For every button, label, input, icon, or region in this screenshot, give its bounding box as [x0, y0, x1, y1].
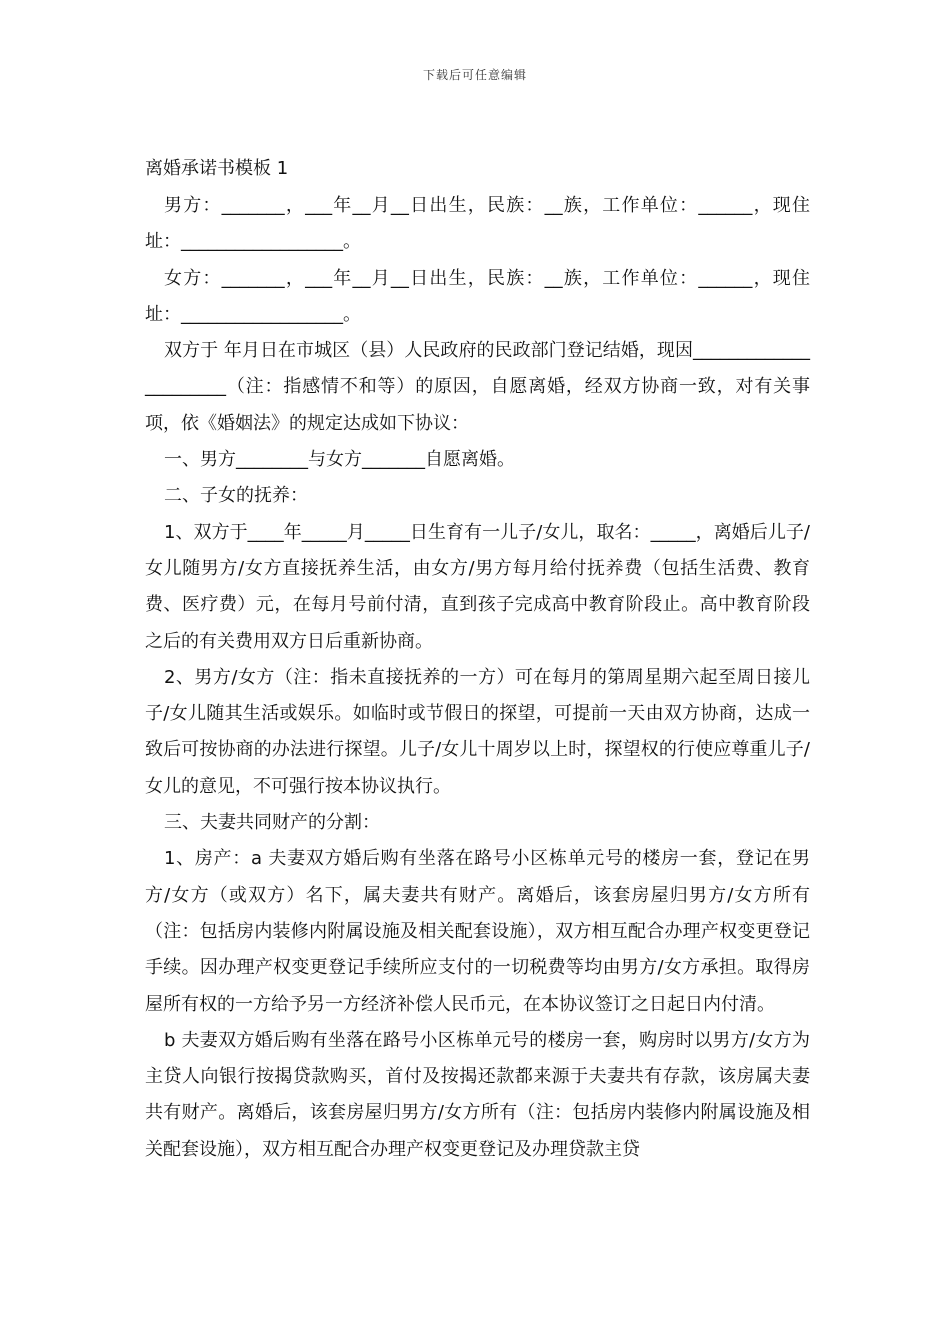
paragraph-clause-2-heading: 二、子女的抚养：	[164, 485, 308, 507]
paragraph-child-custody: 1、双方于____年_____月_____日生育有一儿子/女儿，取名：_____，离婚后儿子/女儿随男方/女方直接抚养生活，由女方/男方每月给付抚养费（包括生活费、教育费、医疗费）元，在每月号前付清，直到孩子完成高中教育阶段止。高中教育阶段之后的有关费用双方日后重新协商。	[145, 521, 810, 652]
paragraph-clause-3-heading: 三、夫妻共同财产的分割：	[164, 812, 380, 834]
page-header: 下载后可任意编辑	[422, 68, 527, 82]
document-body	[145, 154, 810, 1168]
paragraph-marriage-registration: 双方于 年月日在市城区（县）人民政府的民政部门登记结婚，现因______________________（注：指感情不和等）的原因，自愿离婚，经双方协商一致，对有关事项，依《婚姻法》的规定达成如下协议：	[145, 340, 810, 434]
paragraph-property-a: 1、房产：a 夫妻双方婚后购有坐落在路号小区栋单元号的楼房一套，登记在男方/女方（或双方）名下，属夫妻共有财产。离婚后，该套房屋归男方/女方所有（注：包括房内装修内附属设施及相关配套设施），双方相互配合办理产权变更登记手续。因办理产权变更登记手续所应支付的一切税费等均由男方/女方承担。取得房屋所有权的一方给予另一方经济补偿人民币元，在本协议签订之日起日内付清。	[145, 848, 810, 1015]
paragraph-property-b: b 夫妻双方婚后购有坐落在路号小区栋单元号的楼房一套，购房时以男方/女方为主贷人向银行按揭贷款购买，首付及按揭还款都来源于夫妻共有存款，该房属夫妻共有财产。离婚后，该套房屋归男方/女方所有（注：包括房内装修内附属设施及相关配套设施），双方相互配合办理产权变更登记及办理贷款主贷	[145, 1029, 810, 1160]
paragraph-clause-1: 一、男方________与女方_______自愿离婚。	[164, 449, 515, 471]
document-title: 离婚承诺书模板 1	[145, 158, 289, 179]
paragraph-visitation: 2、男方/女方（注：指未直接抚养的一方）可在每月的第周星期六起至周日接儿子/女儿随其生活或娱乐。如临时或节假日的探望，可提前一天由双方协商，达成一致后可按协商的办法进行探望。儿子/女儿十周岁以上时，探望权的行使应尊重儿子/女儿的意见，不可强行按本协议执行。	[145, 666, 810, 797]
paragraph-husband-info: 男方：_______，___年__月__日出生，民族：__族，工作单位：______，现住址：__________________。	[145, 195, 810, 253]
paragraph-wife-info: 女方：_______，___年__月__日出生，民族：__族，工作单位：______，现住址：__________________。	[145, 267, 810, 325]
